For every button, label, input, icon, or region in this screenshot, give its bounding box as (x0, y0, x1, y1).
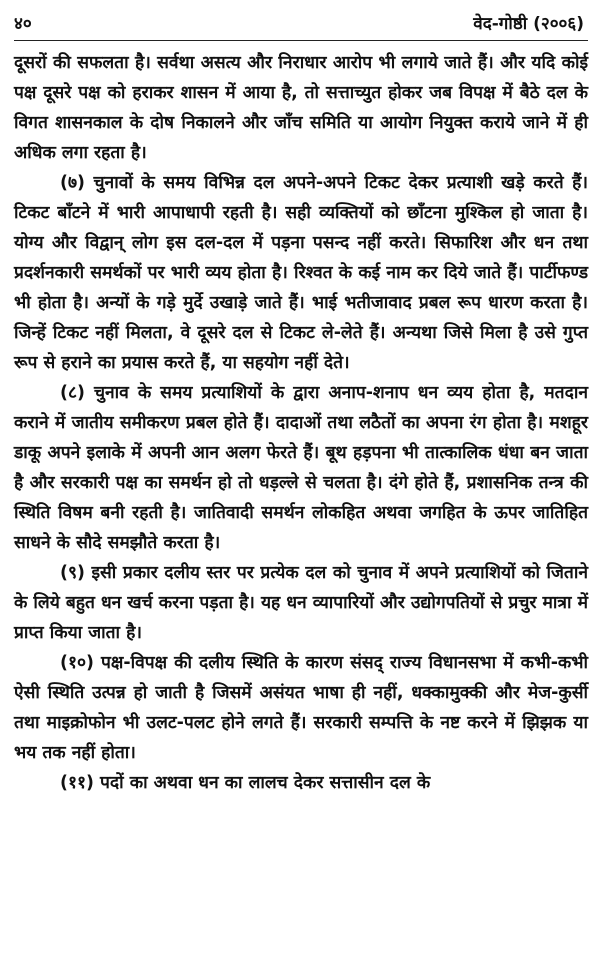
page-header (14, 8, 588, 48)
paragraph-point-7: (७) चुनावों के समय विभिन्न दल अपने-अपने टिकट देकर प्रत्याशी खड़े करते हैं। टिकट बाँटने में भारी आपाधापी रहती है। सही व्यक्तियों को छाँटना मुश्किल हो जाता है। योग्य और विद्वान् लोग इस दल-दल में पड़ना पसन्द नहीं करते। सिफारिश और धन तथा प्रदर्शनकारी समर्थकों पर भारी व्यय होता है। रिश्वत के कई नाम कर दिये जाते हैं। पार्टीफण्ड भी होता है। अन्यों के गड़े मुर्दे उखाड़े जाते हैं। भाई भतीजावाद प्रबल रूप धारण करता है। जिन्हें टिकट नहीं मिलता, वे दूसरे दल से टिकट ले-लेते हैं। अन्यथा जिसे मिला है उसे गुप्त रूप से हराने का प्रयास करते हैं, या सहयोग नहीं देते। (14, 173, 588, 373)
paragraph-continuation: दूसरों की सफलता है। सर्वथा असत्य और निराधार आरोप भी लगाये जाते हैं। और यदि कोई पक्ष दूसरे पक्ष को हराकर शासन में आया है, तो सत्ताच्युत होकर जब विपक्ष में बैठे दल के विगत शासनकाल के दोष निकालने और जाँच समिति या आयोग नियुक्त कराये जाने में ही अधिक लगा रहता है। (14, 53, 588, 163)
paragraph-point-11: (११) पदों का अथवा धन का लालच देकर सत्तासीन दल के (60, 773, 431, 793)
paragraph-point-9: (९) इसी प्रकार दलीय स्तर पर प्रत्येक दल को चुनाव में अपने प्रत्याशियों को जिताने के लिये बहुत धन खर्च करना पड़ता है। यह धन व्यापारियों और उद्योगपतियों से प्रचुर मात्रा में प्राप्त किया जाता है। (14, 563, 588, 643)
paragraph-point-8: (८) चुनाव के समय प्रत्याशियों के द्वारा अनाप-शनाप धन व्यय होता है, मतदान कराने में जातीय समीकरण प्रबल होते हैं। दादाओं तथा लठैतों का अपना रंग होता है। मशहूर डाकू अपने इलाके में अपनी आन अलग फेरते हैं। बूथ हड़पना भी तात्कालिक धंधा बन जाता है और सरकारी पक्ष का समर्थन हो तो धड़ल्ले से चलता है। दंगे होते हैं, प्रशासनिक तन्त्र की स्थिति विषम बनी रहती है। जातिवादी समर्थन लोकहित अथवा जगहित के ऊपर जातिहित साधने के सौदे समझौते करता है। (14, 383, 588, 553)
book-page (14, 8, 588, 958)
paragraph-point-10: (१०) पक्ष-विपक्ष की दलीय स्थिति के कारण संसद् राज्य विधानसभा में कभी-कभी ऐसी स्थिति उत्पन्न हो जाती है जिसमें असंयत भाषा ही नहीं, धक्कामुक्की और मेज-कुर्सी तथा माइक्रोफोन भी उलट-पलट होने लगते हैं। सरकारी सम्पत्ति के नष्ट करने में झिझक या भय तक नहीं होता। (14, 653, 588, 763)
page-number: ४० (14, 14, 32, 34)
running-title: वेद-गोष्ठी (२००६) (473, 14, 584, 34)
header-rule (14, 40, 588, 41)
body-text (14, 48, 588, 798)
